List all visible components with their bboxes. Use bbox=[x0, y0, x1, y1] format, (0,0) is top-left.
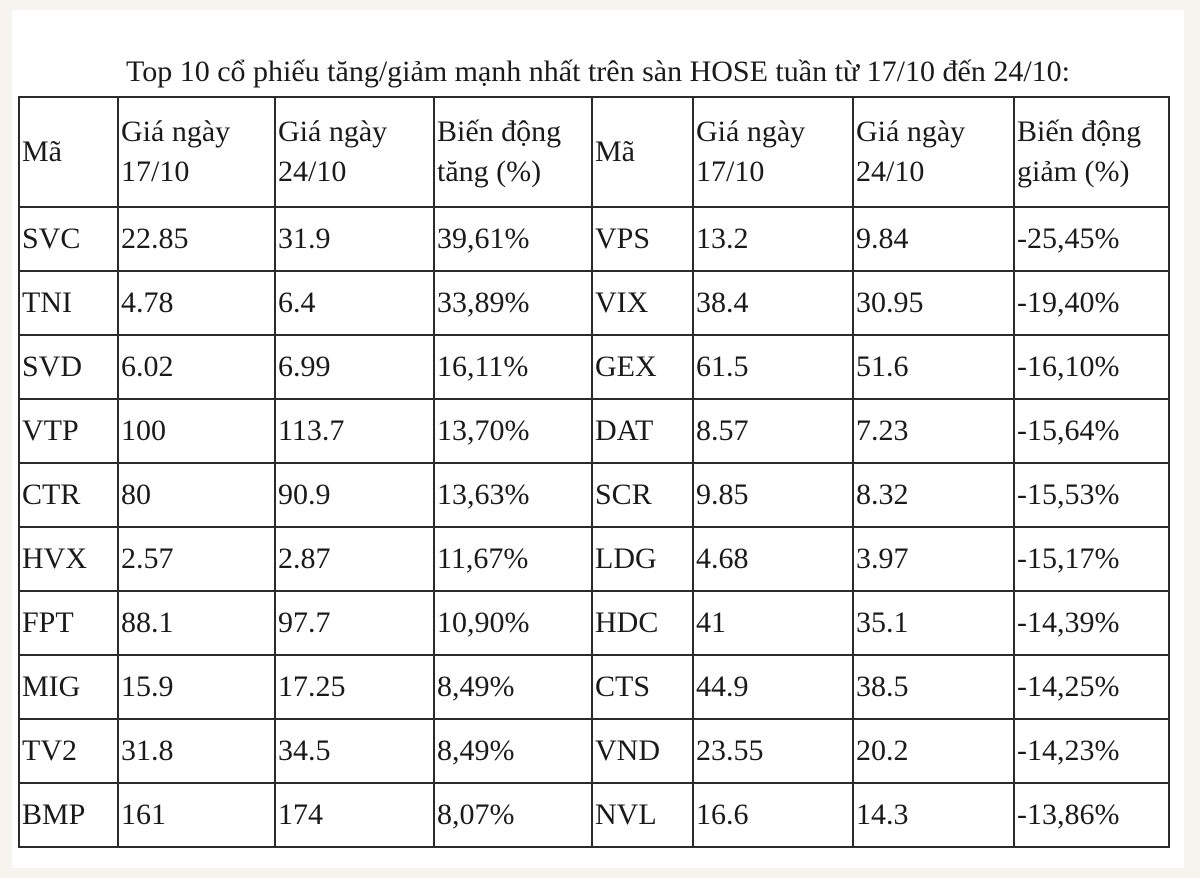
table-row bbox=[19, 527, 1169, 591]
header-line: Biến động bbox=[437, 115, 562, 148]
table-row bbox=[19, 719, 1169, 783]
table-row bbox=[19, 335, 1169, 399]
header-line: Giá ngày bbox=[121, 115, 231, 148]
loss-price-end-cell: 14.3 bbox=[853, 783, 1014, 847]
loss-ticker-cell: HDC bbox=[592, 591, 693, 655]
loss-change-cell: -15,53% bbox=[1014, 463, 1169, 527]
header-line: 17/10 bbox=[696, 155, 765, 188]
page-title: Top 10 cổ phiếu tăng/giảm mạnh nhất trên sàn HOSE tuần từ 17/10 đến 24/10: bbox=[125, 55, 1070, 88]
loss-ticker-cell: VIX bbox=[592, 271, 693, 335]
header-line: 17/10 bbox=[121, 155, 190, 188]
header-gain-price-start bbox=[118, 97, 275, 207]
table-row bbox=[19, 271, 1169, 335]
table-row bbox=[19, 783, 1169, 847]
gain-ticker-cell: FPT bbox=[19, 591, 118, 655]
loss-price-start-cell: 44.9 bbox=[693, 655, 853, 719]
gain-ticker-cell: CTR bbox=[19, 463, 118, 527]
gain-change-cell: 8,49% bbox=[434, 719, 592, 783]
loss-price-end-cell: 7.23 bbox=[853, 399, 1014, 463]
loss-change-cell: -14,23% bbox=[1014, 719, 1169, 783]
gain-ticker-cell: VTP bbox=[19, 399, 118, 463]
header-line: 24/10 bbox=[278, 155, 347, 188]
header-gain-ma: Mã bbox=[19, 97, 118, 207]
loss-price-start-cell: 16.6 bbox=[693, 783, 853, 847]
gain-ticker-cell: BMP bbox=[19, 783, 118, 847]
gain-price-end-cell: 17.25 bbox=[275, 655, 434, 719]
loss-change-cell: -15,17% bbox=[1014, 527, 1169, 591]
gain-price-end-cell: 31.9 bbox=[275, 207, 434, 271]
table-row bbox=[19, 591, 1169, 655]
gain-change-cell: 8,49% bbox=[434, 655, 592, 719]
stock-table bbox=[18, 96, 1170, 848]
loss-change-cell: -19,40% bbox=[1014, 271, 1169, 335]
document-sheet bbox=[12, 10, 1184, 868]
loss-price-end-cell: 9.84 bbox=[853, 207, 1014, 271]
loss-ticker-cell: CTS bbox=[592, 655, 693, 719]
loss-price-start-cell: 8.57 bbox=[693, 399, 853, 463]
gain-change-cell: 8,07% bbox=[434, 783, 592, 847]
gain-price-end-cell: 174 bbox=[275, 783, 434, 847]
header-line: Giá ngày bbox=[696, 115, 806, 148]
loss-price-start-cell: 13.2 bbox=[693, 207, 853, 271]
loss-ticker-cell: DAT bbox=[592, 399, 693, 463]
header-gain-change bbox=[434, 97, 592, 207]
gain-change-cell: 11,67% bbox=[434, 527, 592, 591]
gain-ticker-cell: HVX bbox=[19, 527, 118, 591]
loss-change-cell: -15,64% bbox=[1014, 399, 1169, 463]
gain-price-end-cell: 2.87 bbox=[275, 527, 434, 591]
gain-price-start-cell: 6.02 bbox=[118, 335, 275, 399]
gain-price-end-cell: 6.4 bbox=[275, 271, 434, 335]
loss-price-start-cell: 9.85 bbox=[693, 463, 853, 527]
header-loss-price-end bbox=[853, 97, 1014, 207]
gain-ticker-cell: SVC bbox=[19, 207, 118, 271]
gain-price-start-cell: 80 bbox=[118, 463, 275, 527]
loss-ticker-cell: LDG bbox=[592, 527, 693, 591]
gain-price-end-cell: 97.7 bbox=[275, 591, 434, 655]
loss-price-end-cell: 8.32 bbox=[853, 463, 1014, 527]
gain-price-end-cell: 113.7 bbox=[275, 399, 434, 463]
loss-change-cell: -13,86% bbox=[1014, 783, 1169, 847]
gain-change-cell: 39,61% bbox=[434, 207, 592, 271]
gain-price-start-cell: 4.78 bbox=[118, 271, 275, 335]
table-row bbox=[19, 399, 1169, 463]
gain-price-start-cell: 161 bbox=[118, 783, 275, 847]
loss-price-end-cell: 3.97 bbox=[853, 527, 1014, 591]
gain-price-start-cell: 100 bbox=[118, 399, 275, 463]
gain-price-end-cell: 6.99 bbox=[275, 335, 434, 399]
loss-price-end-cell: 38.5 bbox=[853, 655, 1014, 719]
gain-ticker-cell: TNI bbox=[19, 271, 118, 335]
gain-price-start-cell: 22.85 bbox=[118, 207, 275, 271]
gain-ticker-cell: TV2 bbox=[19, 719, 118, 783]
loss-ticker-cell: SCR bbox=[592, 463, 693, 527]
gain-price-end-cell: 90.9 bbox=[275, 463, 434, 527]
table-row bbox=[19, 655, 1169, 719]
gain-change-cell: 33,89% bbox=[434, 271, 592, 335]
table-row bbox=[19, 463, 1169, 527]
table-row bbox=[19, 207, 1169, 271]
gain-ticker-cell: MIG bbox=[19, 655, 118, 719]
header-line: Giá ngày bbox=[278, 115, 388, 148]
header-line: tăng (%) bbox=[437, 155, 542, 188]
header-line: giảm (%) bbox=[1017, 155, 1130, 188]
loss-ticker-cell: VND bbox=[592, 719, 693, 783]
gain-change-cell: 13,70% bbox=[434, 399, 592, 463]
gain-price-end-cell: 34.5 bbox=[275, 719, 434, 783]
header-loss-change bbox=[1014, 97, 1169, 207]
loss-price-end-cell: 30.95 bbox=[853, 271, 1014, 335]
header-line: Giá ngày bbox=[856, 115, 966, 148]
loss-change-cell: -16,10% bbox=[1014, 335, 1169, 399]
header-loss-ma: Mã bbox=[592, 97, 693, 207]
gain-change-cell: 10,90% bbox=[434, 591, 592, 655]
header-line: Biến động bbox=[1017, 115, 1142, 148]
gain-change-cell: 16,11% bbox=[434, 335, 592, 399]
loss-price-start-cell: 23.55 bbox=[693, 719, 853, 783]
gain-change-cell: 13,63% bbox=[434, 463, 592, 527]
loss-ticker-cell: GEX bbox=[592, 335, 693, 399]
loss-ticker-cell: VPS bbox=[592, 207, 693, 271]
gain-price-start-cell: 15.9 bbox=[118, 655, 275, 719]
loss-change-cell: -25,45% bbox=[1014, 207, 1169, 271]
gain-price-start-cell: 88.1 bbox=[118, 591, 275, 655]
loss-price-end-cell: 51.6 bbox=[853, 335, 1014, 399]
gain-ticker-cell: SVD bbox=[19, 335, 118, 399]
header-line: 24/10 bbox=[856, 155, 925, 188]
loss-price-start-cell: 61.5 bbox=[693, 335, 853, 399]
loss-change-cell: -14,39% bbox=[1014, 591, 1169, 655]
header-gain-price-end bbox=[275, 97, 434, 207]
loss-price-start-cell: 4.68 bbox=[693, 527, 853, 591]
gain-price-start-cell: 31.8 bbox=[118, 719, 275, 783]
loss-price-end-cell: 20.2 bbox=[853, 719, 1014, 783]
gain-price-start-cell: 2.57 bbox=[118, 527, 275, 591]
loss-price-start-cell: 38.4 bbox=[693, 271, 853, 335]
loss-price-start-cell: 41 bbox=[693, 591, 853, 655]
loss-change-cell: -14,25% bbox=[1014, 655, 1169, 719]
loss-price-end-cell: 35.1 bbox=[853, 591, 1014, 655]
table-header-row bbox=[19, 97, 1169, 207]
loss-ticker-cell: NVL bbox=[592, 783, 693, 847]
header-loss-price-start bbox=[693, 97, 853, 207]
